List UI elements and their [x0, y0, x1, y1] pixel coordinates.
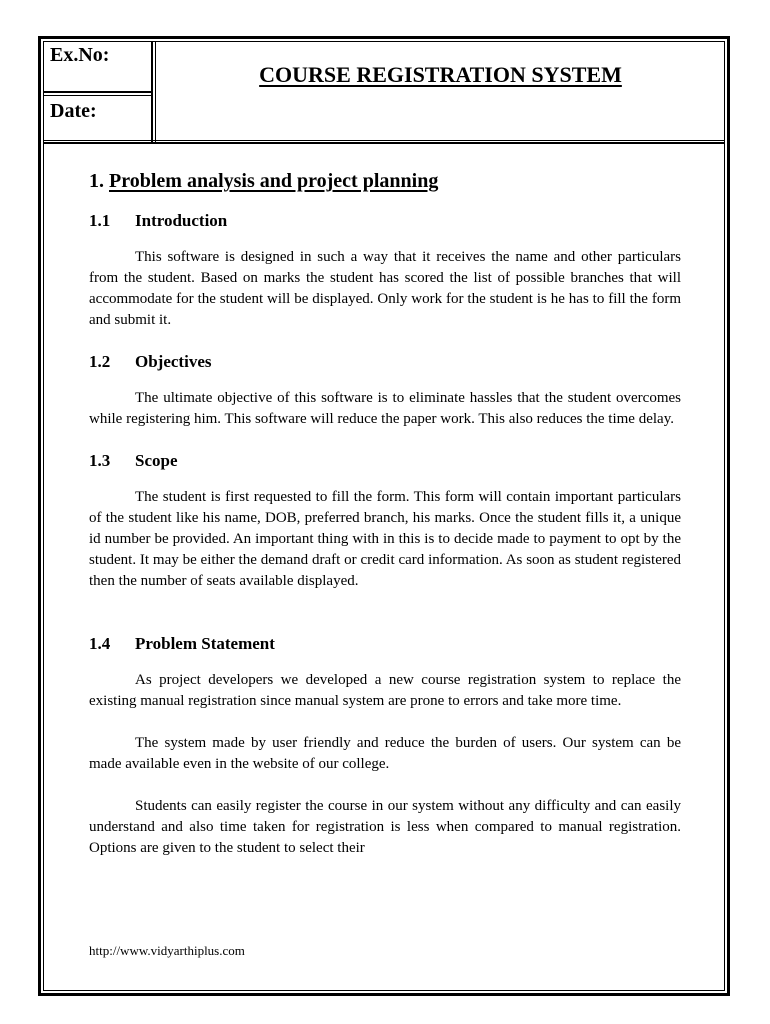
footer-url: http://www.vidyarthiplus.com — [89, 943, 245, 958]
section-heading-scope — [89, 449, 681, 473]
paragraph-scope: The student is first requested to fill the form. This form will contain important particulars of the student like his name, DOB, preferred branch, his marks. Once the student fills it, a unique id number be provided. An important thing with in this is to decide made to payment to opt by the student. It may be either the demand draft or credit card information. As soon as student registered then the number of seats available displayed. — [89, 489, 681, 589]
document-title: COURSE REGISTRATION SYSTEM — [259, 62, 622, 87]
paragraph-problem-statement-2: The system made by user friendly and reduce the burden of users. Our system can be made available even in the website of our college. — [89, 735, 681, 772]
paragraph-problem-statement-3: Students can easily register the course in our system without any difficulty and can easily understand and also time taken for registration is less when compared to manual registration. Options are given to the student to select their — [89, 798, 681, 856]
paragraph-introduction: This software is designed in such a way that it receives the name and other particulars from the student. Based on marks the student has scored the list of possible branches that will accommodate for the student will be displayed. Only work for the student is he has to fill the form and submit it. — [89, 249, 681, 328]
exno-label: Ex.No: — [50, 44, 110, 66]
main-heading-number: 1. — [89, 170, 104, 192]
section-number: 1.1 — [89, 211, 111, 230]
exno-date-divider — [43, 91, 153, 96]
section-title: Scope — [135, 451, 178, 470]
section-number: 1.4 — [89, 634, 111, 653]
section-heading-introduction — [89, 209, 681, 233]
header-divider — [43, 140, 725, 144]
date-label: Date: — [50, 100, 97, 122]
section-title: Objectives — [135, 352, 212, 371]
paragraph-problem-statement-1: As project developers we developed a new course registration system to replace the existing manual registration since manual system are prone to errors and take more time. — [89, 672, 681, 709]
section-title: Problem Statement — [135, 634, 275, 653]
section-number: 1.3 — [89, 451, 111, 470]
section-number: 1.2 — [89, 352, 111, 371]
paragraph-objectives: The ultimate objective of this software is to eliminate hassles that the student overcomes while registering him. This software will reduce the paper work. This also reduces the time delay. — [89, 390, 681, 427]
section-heading-problem-statement — [89, 632, 681, 656]
main-heading — [89, 166, 681, 196]
section-heading-objectives — [89, 350, 681, 374]
section-title: Introduction — [135, 211, 228, 230]
document-body — [89, 166, 681, 859]
main-heading-text: Problem analysis and project planning — [109, 170, 439, 192]
